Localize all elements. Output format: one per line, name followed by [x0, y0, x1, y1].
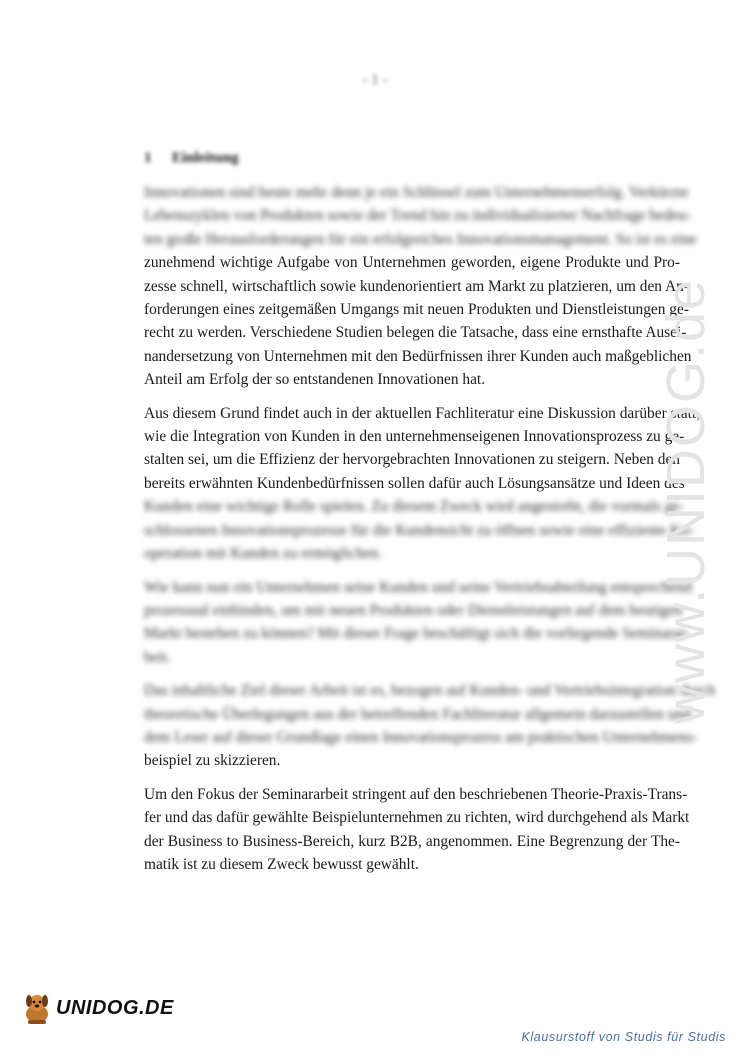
section-number: 1: [144, 150, 152, 166]
text-line: wie die Integration von Kunden in den unternehmenseigenen Innovationsprozess zu ge-: [144, 428, 685, 446]
text-line: beispiel zu skizzieren.: [144, 752, 281, 770]
text-line: nandersetzung von Unternehmen mit den Bedürfnissen ihrer Kunden auch maßgeblichen: [144, 347, 692, 365]
section-title: Einleitung: [172, 150, 239, 166]
text-line: stalten sei, um die Effizienz der hervorgebrachten Innovationen zu steigern. Neben den: [144, 451, 680, 469]
blurred-text-line: operation mit Kunden zu ermöglichen.: [144, 545, 383, 563]
blurred-text-line: prozessual einbinden, um mit neuen Produkten oder Dienstleistungen auf dem heutigen: [144, 601, 683, 619]
paragraph: [144, 402, 701, 566]
dog-icon: [20, 990, 54, 1026]
blurred-text-line: Das inhaltliche Ziel dieser Arbeit ist es, bezogen auf Kunden- und Vertriebsintegration durch: [144, 682, 716, 700]
blurred-text-line: ten große Herausforderungen für ein erfolgreiches Innovationsmanagement. So ist es eine: [144, 230, 697, 248]
paragraph: [144, 576, 692, 670]
footer-logo[interactable]: [20, 990, 174, 1026]
paragraph: [144, 679, 716, 773]
text-line: Aus diesem Grund findet auch in der aktuellen Fachliteratur eine Diskussion darüber statt,: [144, 404, 701, 422]
blurred-text-line: Markt bestehen zu können? Mit dieser Frage beschäftigt sich die vorliegende Seminarar-: [144, 625, 691, 643]
section-heading: [144, 150, 239, 167]
text-line: fer und das dafür gewählte Beispielunternehmen zu richten, wird durchgehend als Markt: [144, 809, 690, 827]
text-line: Anteil am Erfolg der so entstandenen Innovationen hat.: [144, 371, 486, 389]
blurred-text-line: Lebenszyklen von Produkten sowie der Trend hin zu individualisierter Nachfrage bedeu-: [144, 207, 692, 225]
blurred-text-line: schlossenen Innovationsprozesse für die Kundensicht zu öffnen sowie eine effiziente Ko-: [144, 521, 694, 539]
text-line: zunehmend wichtige Aufgabe von Unternehmen geworden, eigene Produkte und Pro-: [144, 254, 680, 272]
text-line: Um den Fokus der Seminararbeit stringent auf den beschriebenen Theorie-Praxis-Trans-: [144, 785, 688, 803]
text-line: matik ist zu diesem Zweck bewusst gewählt.: [144, 855, 419, 873]
logo-text: UNIDOG.DE: [56, 996, 174, 1019]
paragraph: [144, 181, 697, 392]
blurred-text-line: theoretische Überlegungen aus der betreffenden Fachliteratur allgemein darzustellen und: [144, 705, 691, 723]
text-line: recht zu werden. Verschiedene Studien belegen die Tatsache, dass eine ernsthafte Ausei-: [144, 324, 687, 342]
blurred-text-line: beit.: [144, 648, 171, 666]
blurred-text-line: Kunden eine wichtige Rolle spielen. Zu diesem Zweck wird angestrebt, die vormals ge-: [144, 498, 685, 516]
text-line: bereits erwähnten Kundenbedürfnissen sollen dafür auch Lösungsansätze und Ideen des: [144, 474, 685, 492]
blurred-text-line: Innovationen sind heute mehr denn je ein Schlüssel zum Unternehmenserfolg. Verkürzte: [144, 184, 689, 201]
text-line: forderungen eines zeitgemäßen Umgangs mit neuen Produkten und Dienstleistungen ge-: [144, 301, 689, 319]
page-number: - 1 -: [362, 72, 388, 88]
blurred-text-line: dem Leser auf dieser Grundlage einen Innovationsprozess am praktischen Unternehmens-: [144, 728, 698, 746]
footer-slogan: Klausurstoff von Studis für Studis: [521, 1030, 726, 1044]
watermark: www.UNIDOG.de: [656, 277, 716, 724]
text-line: zesse schnell, wirtschaftlich sowie kundenorientiert am Markt zu platzieren, um den An-: [144, 277, 689, 295]
text-line: der Business to Business-Bereich, kurz B2B, angenommen. Eine Begrenzung der The-: [144, 832, 680, 850]
blurred-text-line: Wie kann nun ein Unternehmen seine Kunden und seine Vertriebsabteilung entsprechend: [144, 578, 692, 596]
paragraph: [144, 783, 690, 877]
